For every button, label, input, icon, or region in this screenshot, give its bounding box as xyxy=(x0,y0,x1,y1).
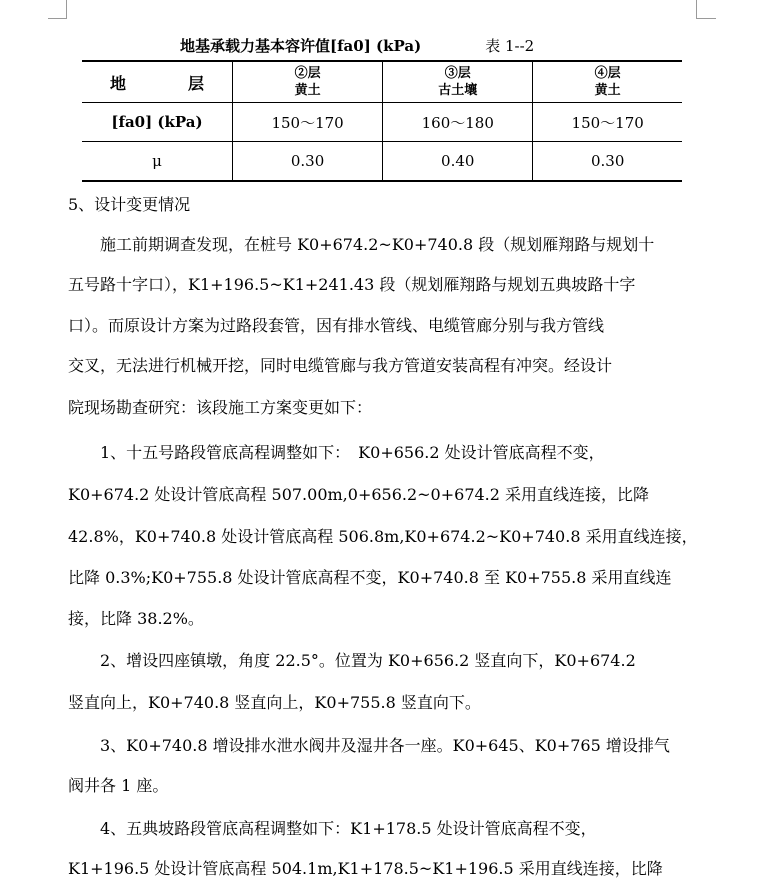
table-cell: 0.30 xyxy=(233,142,383,182)
body-line: 42.8%，K0+740.8 处设计管底高程 506.8m,K0+674.2~K0+740.8 采用直线连接， xyxy=(68,527,698,546)
header-col-2-soil: 古土壤 xyxy=(438,83,478,98)
table-row xyxy=(82,103,682,142)
body-line: 交叉，无法进行机械开挖，同时电缆管廊与我方管道安装高程有冲突。经设计 xyxy=(68,356,613,375)
row-label: μ xyxy=(82,142,233,182)
table-cell: 0.40 xyxy=(383,142,533,182)
bearing-capacity-table xyxy=(82,60,682,182)
header-col-1 xyxy=(233,61,383,103)
body-line: K0+674.2 处设计管底高程 507.00m,0+656.2~0+674.2 采用直线连接，比降 xyxy=(68,485,650,504)
table-cell: 0.30 xyxy=(533,142,682,182)
body-line: 院现场勘查研究：该段施工方案变更如下： xyxy=(68,398,373,417)
margin-mark-top-right xyxy=(696,0,697,18)
body-line: 接，比降 38.2%。 xyxy=(68,609,204,628)
table-number: 表 1--2 xyxy=(485,37,535,55)
table-title xyxy=(180,35,534,56)
table-cell: 160～180 xyxy=(383,103,533,142)
margin-mark-top-right-h xyxy=(696,18,716,19)
header-layer-cell xyxy=(82,61,233,103)
header-col-1-soil: 黄土 xyxy=(294,83,321,98)
section-heading: 5、设计变更情况 xyxy=(68,195,191,214)
header-layer-left: 地 xyxy=(109,73,126,93)
header-col-1-num: ②层 xyxy=(294,66,321,81)
header-col-3 xyxy=(533,61,682,103)
body-line: 3、K0+740.8 增设排水泄水阀井及湿井各一座。K0+645、K0+765 增设排气 xyxy=(68,736,670,755)
table-title-text: 地基承载力基本容许值[fa0] (kPa) xyxy=(180,37,422,55)
body-line: 阀井各 1 座。 xyxy=(68,776,169,795)
header-col-3-num: ④层 xyxy=(594,66,621,81)
margin-mark-top-left xyxy=(66,0,67,18)
row-label: [fa0] (kPa) xyxy=(82,103,233,142)
table-cell: 150～170 xyxy=(233,103,383,142)
body-line: 竖直向上，K0+740.8 竖直向上，K0+755.8 竖直向下。 xyxy=(68,693,481,712)
body-line: 1、十五号路段管底高程调整如下： K0+656.2 处设计管底高程不变， xyxy=(68,443,605,462)
body-line: K1+196.5 处设计管底高程 504.1m,K1+178.5~K1+196.5 采用直线连接，比降 xyxy=(68,859,663,878)
header-layer-right: 层 xyxy=(188,73,205,93)
margin-mark-top-left-h xyxy=(48,18,67,19)
body-line: 4、五典坡路段管底高程调整如下：K1+178.5 处设计管底高程不变， xyxy=(68,819,597,838)
body-line: 五号路十字口），K1+196.5~K1+241.43 段（规划雁翔路与规划五典坡路十字 xyxy=(68,275,636,294)
body-line: 2、增设四座镇墩，角度 22.5°。位置为 K0+656.2 竖直向下，K0+674.2 xyxy=(68,651,636,670)
table-row xyxy=(82,142,682,182)
body-line: 口）。而原设计方案为过路段套管，因有排水管线、电缆管廊分别与我方管线 xyxy=(68,316,605,335)
body-line: 施工前期调查发现，在桩号 K0+674.2~K0+740.8 段（规划雁翔路与规划十 xyxy=(68,235,655,254)
header-col-2 xyxy=(383,61,533,103)
table-header-row xyxy=(82,61,682,103)
body-line: 比降 0.3%;K0+755.8 处设计管底高程不变，K0+740.8 至 K0+755.8 采用直线连 xyxy=(68,568,672,587)
table-cell: 150～170 xyxy=(533,103,682,142)
header-col-3-soil: 黄土 xyxy=(594,83,621,98)
header-col-2-num: ③层 xyxy=(444,66,471,81)
